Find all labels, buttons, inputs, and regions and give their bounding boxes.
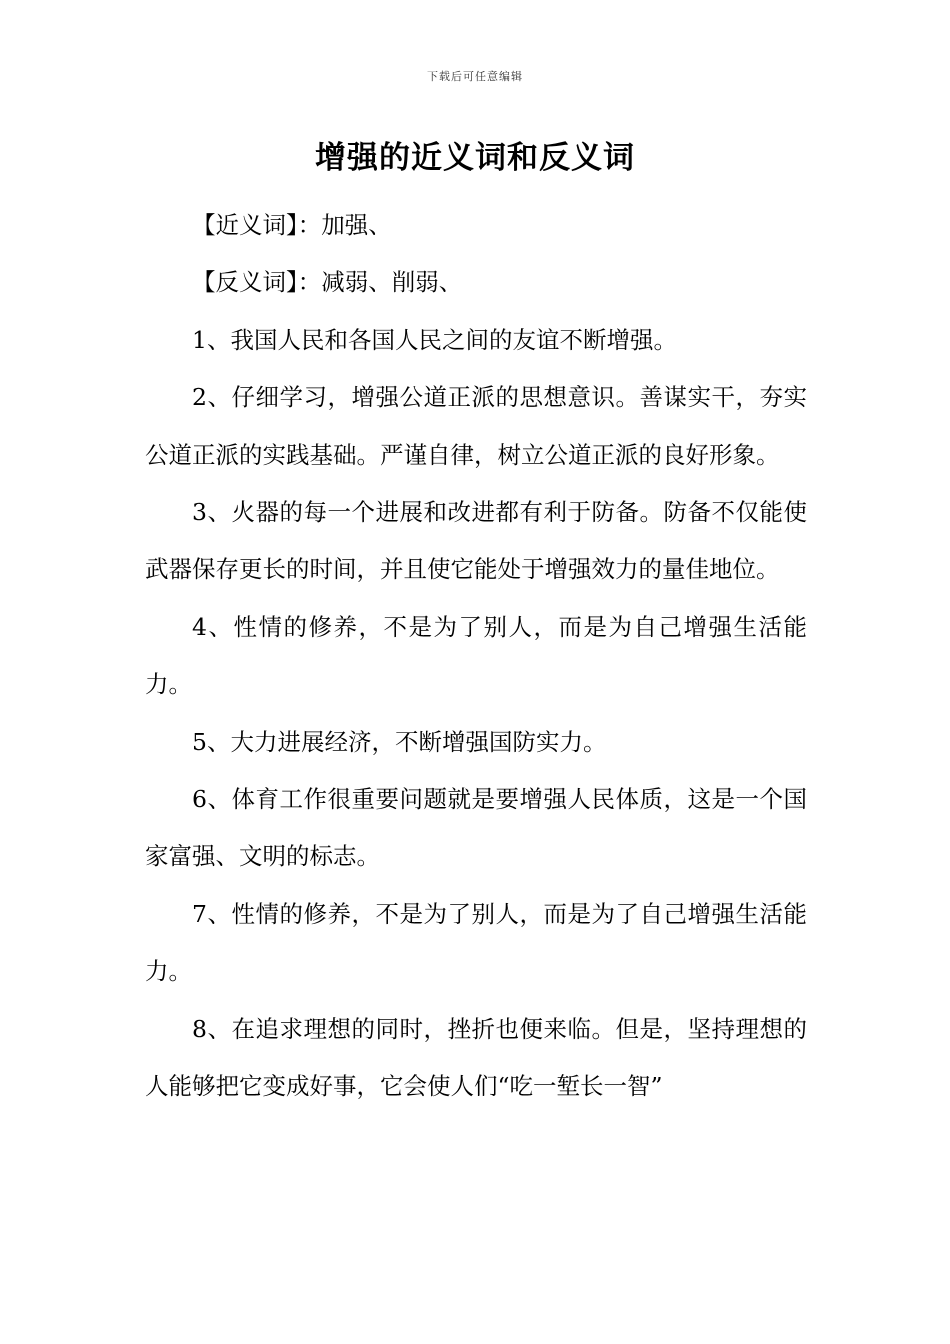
example-sentence-3: 3、火器的每一个进展和改进都有利于防备。防备不仅能使武器保存更长的时间，并且使它能处于增强效力的量佳地位。 <box>145 498 807 584</box>
document-body <box>145 197 807 1116</box>
example-sentence-1: 1、我国人民和各国人民之间的友谊不断增强。 <box>192 325 677 354</box>
document-title: 增强的近义词和反义词 <box>315 140 635 176</box>
example-sentence-6: 6、体育工作很重要问题就是要增强人民体质，这是一个国家富强、文明的标志。 <box>145 785 807 871</box>
antonyms-line: 【反义词】：减弱、削弱、 <box>192 268 463 297</box>
header-note: 下载后可任意编辑 <box>427 70 523 83</box>
example-sentence-2: 2、仔细学习，增强公道正派的思想意识。善谋实干，夯实公道正派的实践基础。严谨自律，树立公道正派的良好形象。 <box>145 383 807 469</box>
example-sentence-4: 4、性情的修养，不是为了别人，而是为自己增强生活能力。 <box>145 612 807 699</box>
example-sentence-7: 7、性情的修养，不是为了别人，而是为了自己增强生活能力。 <box>145 899 807 986</box>
example-sentence-5: 5、大力进展经济，不断增强国防实力。 <box>192 727 607 756</box>
example-sentence-8: 8、在追求理想的同时，挫折也便来临。但是，坚持理想的人能够把它变成好事，它会使人们“吃一堑长一智” <box>145 1014 807 1101</box>
synonyms-line: 【近义词】：加强、 <box>192 211 392 239</box>
